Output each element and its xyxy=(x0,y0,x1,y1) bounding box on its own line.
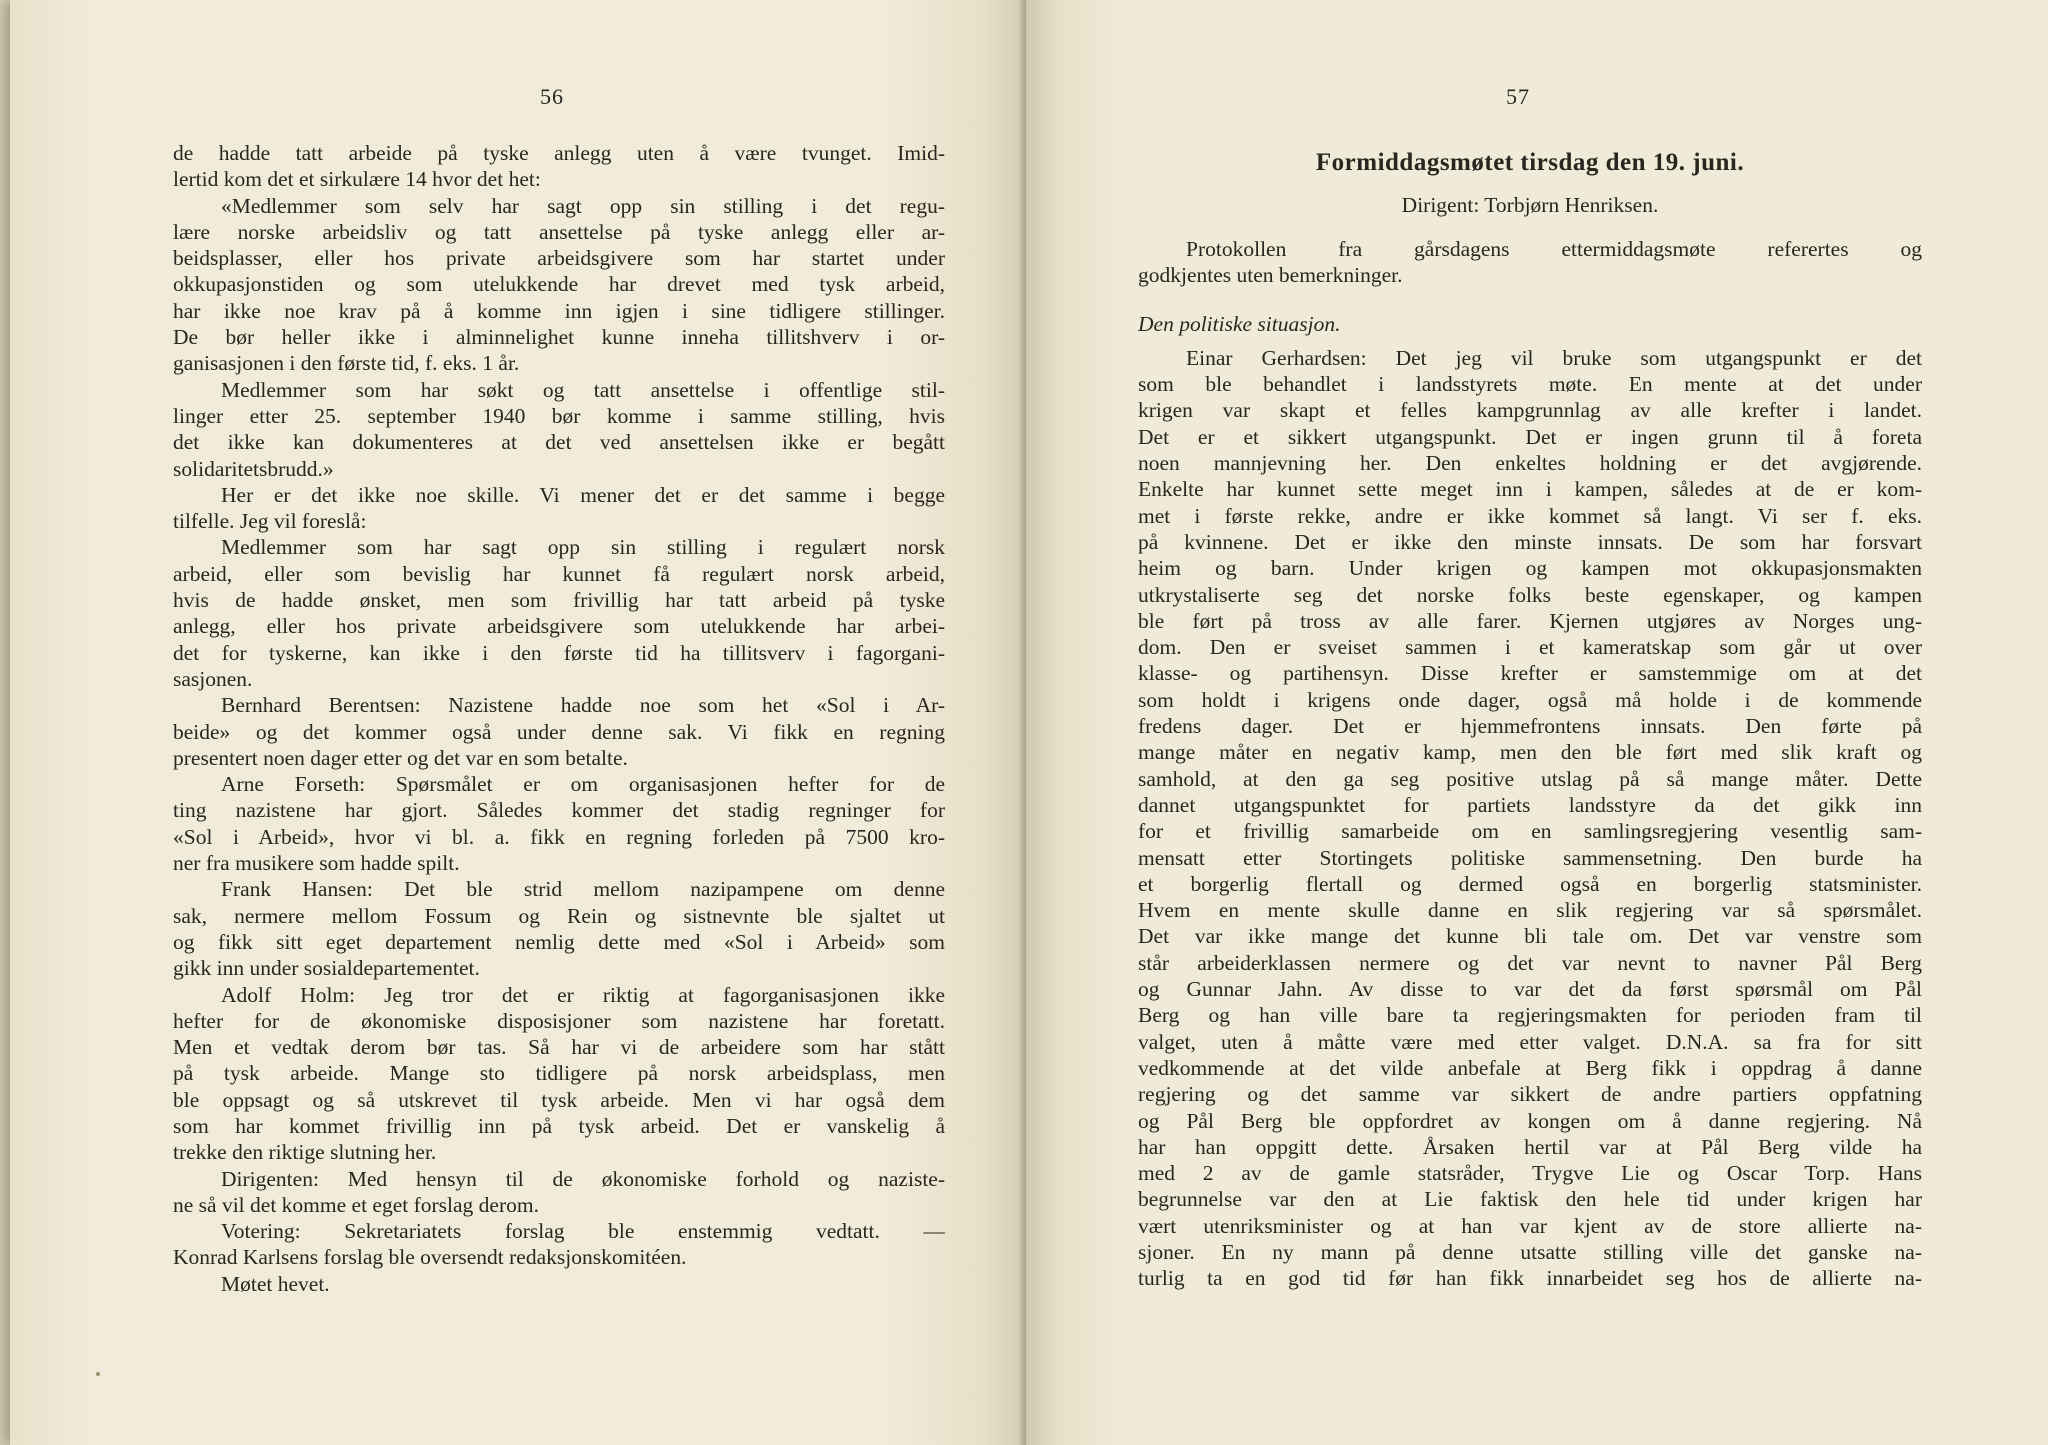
page-number-left: 56 xyxy=(540,84,564,109)
text-line: Frank Hansen: Det ble strid mellom nazipampene om denne xyxy=(221,877,945,902)
text-line: anlegg, eller hos private arbeidsgivere som utelukkende har arbei- xyxy=(173,614,945,639)
text-line: dannet utgangspunktet for partiets landsstyre da det gikk inn xyxy=(1138,792,1922,817)
text-line: trekke den riktige slutning her. xyxy=(173,1140,437,1165)
text-line: ble ført på tross av alle farer. Kjernen utgjøres av Norges ung- xyxy=(1138,608,1922,633)
text-line: og fikk sitt eget departement nemlig dette med «Sol i Arbeid» som xyxy=(173,929,945,954)
text-line: som har kommet frivillig inn på tysk arbeid. Det er vanskelig å xyxy=(173,1113,945,1138)
text-line: dom. Den er sveiset sammen i et kameratskap som går ut over xyxy=(1138,635,1922,660)
text-line: «Medlemmer som selv har sagt opp sin stilling i det regu- xyxy=(221,193,945,218)
text-line: Dirigenten: Med hensyn til de økonomiske forhold og naziste- xyxy=(221,1166,945,1191)
text-line: vært utenriksminister og at han var kjent av de store allierte na- xyxy=(1138,1213,1922,1238)
text-line: for et frivillig samarbeide om en samlingsregjering vesentlig sam- xyxy=(1138,819,1922,844)
text-line: tilfelle. Jeg vil foreslå: xyxy=(173,509,367,534)
text-line: Protokollen fra gårsdagens ettermiddagsmøte referertes og xyxy=(1186,237,1922,261)
text-line: på kvinnene. Det er ikke den minste innsats. De som har forsvart xyxy=(1138,529,1922,554)
text-line: Adolf Holm: Jeg tror det er riktig at fagorganisasjonen ikke xyxy=(221,982,945,1007)
text-line: utkrystaliserte seg det norske folks beste egenskaper, og kampen xyxy=(1138,582,1922,607)
text-line: det for tyskerne, kan ikke i den første tid ha tillitsverv i fagorgani- xyxy=(173,640,945,665)
text-line: hvis de hadde ønsket, men som frivillig har tatt arbeid på tyske xyxy=(173,588,945,613)
text-line: presentert noen dager etter og det var en som betalte. xyxy=(173,745,628,770)
text-line: som holdt i krigens onde dager, også må holde i de kommende xyxy=(1138,687,1922,712)
text-line: fredens dager. Det er hjemmefrontens innsats. Den førte på xyxy=(1138,714,1922,739)
text-line: okkupasjonstiden og som utelukkende har drevet med tysk arbeid, xyxy=(173,272,945,297)
paper-speck xyxy=(96,1372,100,1376)
text-line: Arne Forseth: Spørsmålet er om organisasjonen hefter for de xyxy=(221,772,945,797)
text-line: met i første rekke, andre er ikke kommet så langt. Vi ser f. eks. xyxy=(1138,503,1922,528)
text-line: som ble behandlet i landsstyrets møte. En mente at det under xyxy=(1138,372,1922,397)
text-line: ne så vil det komme et eget forslag derom. xyxy=(173,1192,539,1217)
text-line: turlig ta en god tid før han fikk innarbeidet seg hos de allierte na- xyxy=(1138,1266,1922,1291)
text-line: heim og barn. Under krigen og kampen mot okkupasjonsmakten xyxy=(1138,556,1922,581)
text-line: Medlemmer som har sagt opp sin stilling i regulært norsk xyxy=(221,535,945,560)
text-line: mange måter en negativ kamp, men den ble ført med slik kraft og xyxy=(1138,740,1922,765)
text-line: Votering: Sekretariatets forslag ble enstemmig vedtatt. — xyxy=(221,1219,945,1244)
text-line: gikk inn under sosialdepartementet. xyxy=(173,956,480,981)
text-line: sasjonen. xyxy=(173,666,253,691)
text-line: og Gunnar Jahn. Av disse to var det da først spørsmål om Pål xyxy=(1138,977,1922,1002)
text-line: det ikke kan dokumenteres at det ved ansettelsen ikke er begått xyxy=(173,430,945,455)
text-line: krigen var skapt et felles kampgrunnlag av alle krefter i landet. xyxy=(1138,398,1922,423)
text-line: har han oppgitt dette. Årsaken hertil var at Pål Berg vilde ha xyxy=(1138,1134,1922,1159)
text-line: sjoner. En ny mann på denne utsatte stilling ville det ganske na- xyxy=(1138,1239,1922,1264)
text-line: ble oppsagt og så utskrevet til tysk arbeide. Men vi har også dem xyxy=(173,1087,945,1112)
section-title: Den politiske situasjon. xyxy=(1138,311,1341,336)
text-line: de hadde tatt arbeide på tyske anlegg uten å være tvunget. Imid- xyxy=(173,141,945,165)
right-page xyxy=(1026,0,2048,1445)
page-number-right: 57 xyxy=(1506,84,1530,109)
text-line: Hvem en mente skulle danne en slik regjering var så spørsmålet. xyxy=(1138,898,1922,923)
text-line: regjering og det samme var sikkert de andre partiers oppfatning xyxy=(1138,1082,1922,1107)
text-line: beide» og det kommer også under denne sak. Vi fikk en regning xyxy=(173,719,945,744)
text-line: og Pål Berg ble oppfordret av kongen om å danne regjering. Nå xyxy=(1138,1108,1922,1133)
text-line: Berg og han ville bare ta regjeringsmakten for perioden fram til xyxy=(1138,1003,1922,1028)
text-line: står arbeiderklassen nermere og det var nevnt to navner Pål Berg xyxy=(1138,950,1922,975)
chair-line: Dirigent: Torbjørn Henriksen. xyxy=(1401,193,1659,217)
speech-paragraph xyxy=(1138,345,1922,1292)
text-line: ting nazistene har gjort. Således kommer det stadig regninger for xyxy=(173,798,945,823)
text-line: Møtet hevet. xyxy=(221,1271,330,1296)
text-line: De bør heller ikke i alminnelighet kunne inneha tillitshverv i or- xyxy=(173,325,945,350)
text-line: vedkommende at det vilde anbefale at Berg fikk i oppdrag å danne xyxy=(1138,1055,1922,1080)
text-line: på tysk arbeide. Mange sto tidligere på norsk arbeidsplass, men xyxy=(173,1061,945,1086)
left-page xyxy=(10,0,1026,1445)
right-page-text xyxy=(1138,150,1922,1292)
text-line: Her er det ikke noe skille. Vi mener det er det samme i begge xyxy=(221,482,945,507)
text-line: klasse- og partihensyn. Disse krefter er samstemmige om at det xyxy=(1138,661,1922,686)
text-line: valget, uten å måtte være med etter valget. D.N.A. sa fra for sitt xyxy=(1138,1029,1922,1054)
text-line: «Sol i Arbeid», hvor vi bl. a. fikk en regning forleden på 7500 kro- xyxy=(173,824,945,849)
text-line: samhold, at den ga seg positive utslag på så mange måter. Dette xyxy=(1138,766,1922,791)
text-line: noen mannjevning her. Den enkeltes holdning er det avgjørende. xyxy=(1138,451,1922,476)
text-line: et borgerlig flertall og dermed også en borgerlig statsminister. xyxy=(1138,871,1922,896)
text-line: Men et vedtak derom bør tas. Så har vi de arbeidere som har stått xyxy=(173,1035,945,1060)
text-line: mensatt etter Stortingets politiske sammensetning. Den burde ha xyxy=(1138,845,1922,870)
text-line: solidaritetsbrudd.» xyxy=(173,456,334,481)
text-line: Bernhard Berentsen: Nazistene hadde noe som het «Sol i Ar- xyxy=(221,693,945,718)
text-line: Einar Gerhardsen: Det jeg vil bruke som utgangspunkt er det xyxy=(1186,345,1922,370)
text-line: lære norske arbeidsliv og tatt ansettelse på tyske anlegg eller ar- xyxy=(173,219,945,244)
text-line: ganisasjonen i den første tid, f. eks. 1 år. xyxy=(173,351,520,376)
text-line: har ikke noe krav på å komme inn igjen i sine tidligere stillinger. xyxy=(173,298,945,323)
text-line: med 2 av de gamle statsråder, Trygve Lie og Oscar Torp. Hans xyxy=(1138,1161,1922,1186)
text-line: hefter for de økonomiske disposisjoner som nazistene har foretatt. xyxy=(173,1008,945,1033)
left-page-text xyxy=(173,140,945,1297)
text-line: lertid kom det et sirkulære 14 hvor det het: xyxy=(173,167,541,192)
text-line: Det var ikke mange det kunne bli tale om. Det var venstre som xyxy=(1138,924,1922,949)
text-line: sak, nermere mellom Fossum og Rein og sistnevnte ble sjaltet ut xyxy=(173,903,945,928)
text-line: arbeid, eller som bevislig har kunnet få regulært norsk arbeid, xyxy=(173,561,945,586)
text-line: Enkelte har kunnet sette meget inn i kampen, således at de er kom- xyxy=(1138,477,1922,502)
text-line: Konrad Karlsens forslag ble oversendt redaksjonskomitéen. xyxy=(173,1245,687,1270)
text-line: Medlemmer som har søkt og tatt ansettelse i offentlige stil- xyxy=(221,377,945,402)
meeting-heading: Formiddagsmøtet tirsdag den 19. juni. xyxy=(1315,149,1745,176)
text-line: Det er et sikkert utgangspunkt. Det er ingen grunn til å foreta xyxy=(1138,424,1922,449)
text-line: linger etter 25. september 1940 bør komme i samme stilling, hvis xyxy=(173,403,945,428)
text-line: ner fra musikere som hadde spilt. xyxy=(173,851,460,876)
text-line: beidsplasser, eller hos private arbeidsgivere som har startet under xyxy=(173,246,945,271)
text-line: begrunnelse var den at Lie faktisk den hele tid under krigen har xyxy=(1138,1187,1922,1212)
text-line: godkjentes uten bemerkninger. xyxy=(1138,263,1403,288)
protocol-paragraph xyxy=(1138,236,1922,289)
